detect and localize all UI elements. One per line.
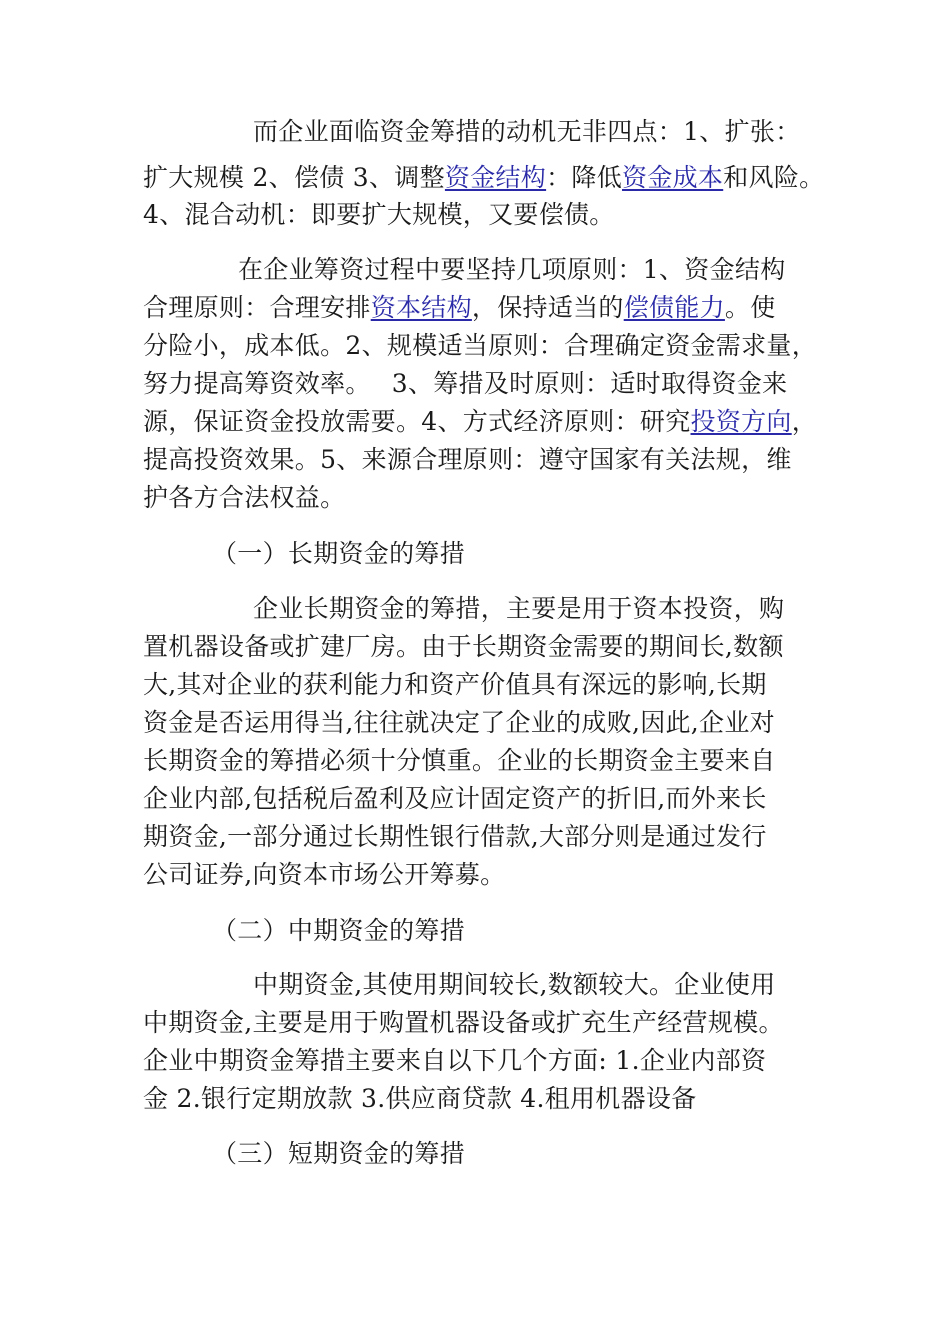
link-investment-direction[interactable]: 投资方向	[690, 407, 792, 436]
section-heading: （一）长期资金的筹措	[212, 539, 466, 568]
paragraph-line: 4、混合动机：即要扩大规模，又要偿债。	[143, 200, 615, 229]
section-heading: （三）短期资金的筹措	[212, 1139, 466, 1168]
paragraph-line: 努力提高筹资效率。 3、筹措及时原则：适时取得资金来	[143, 369, 788, 398]
text-span: ，保持适当的	[471, 293, 624, 322]
paragraph-line: 而企业面临资金筹措的动机无非四点：1、扩张：	[253, 117, 801, 146]
text-span: 扩大规模 2、偿债 3、调整	[143, 163, 445, 192]
paragraph-line: 期资金,一部分通过长期性银行借款,大部分则是通过发行	[143, 822, 767, 851]
paragraph-line: 企业长期资金的筹措，主要是用于资本投资，购	[253, 594, 785, 623]
paragraph-line: 大,其对企业的获利能力和资产价值具有深远的影响,长期	[143, 670, 767, 699]
link-solvency[interactable]: 偿债能力	[623, 293, 725, 322]
paragraph-line	[143, 293, 776, 323]
link-cost-of-capital[interactable]: 资金成本	[622, 163, 724, 192]
paragraph-line: 金 2.银行定期放款 3.供应商贷款 4.租用机器设备	[143, 1084, 697, 1113]
text-span: 和风险。	[723, 163, 825, 192]
paragraph-line: 公司证券,向资本市场公开筹募。	[143, 860, 506, 889]
paragraph-line: 中期资金,主要是用于购置机器设备或扩充生产经营规模。	[143, 1008, 784, 1037]
paragraph-line: 分险小，成本低。2、规模适当原则：合理确定资金需求量，	[143, 331, 818, 360]
paragraph-line: 企业中期资金筹措主要来自以下几个方面: 1.企业内部资	[143, 1046, 767, 1075]
paragraph-line: 长期资金的筹措必须十分慎重。企业的长期资金主要来自	[143, 746, 776, 775]
link-capital-structure[interactable]: 资金结构	[444, 163, 547, 192]
paragraph-line: 在企业筹资过程中要坚持几项原则：1、资金结构	[238, 255, 786, 284]
paragraph-line: 护各方合法权益。	[143, 483, 346, 512]
text-span: ：降低	[546, 163, 623, 192]
paragraph-line: 置机器设备或扩建厂房。由于长期资金需要的期间长,数额	[143, 632, 784, 661]
link-capital-structure-2[interactable]: 资本结构	[370, 293, 472, 322]
text-span: 合理原则：合理安排	[143, 293, 371, 322]
paragraph-line: 资金是否运用得当,往往就决定了企业的成败,因此,企业对	[143, 708, 775, 737]
paragraph-line	[143, 407, 817, 437]
paragraph-line: 企业内部,包括税后盈利及应计固定资产的折旧,而外来长	[143, 784, 767, 813]
section-heading: （二）中期资金的筹措	[212, 916, 466, 945]
text-span: 。使	[724, 293, 776, 322]
text-span: 源，保证资金投放需要。4、方式经济原则：研究	[143, 407, 691, 436]
paragraph-line	[143, 163, 824, 193]
paragraph-line: 中期资金,其使用期间较长,数额较大。企业使用	[253, 970, 776, 999]
text-span: ，	[791, 407, 818, 436]
paragraph-line: 提高投资效果。5、来源合理原则：遵守国家有关法规，维	[143, 445, 792, 474]
